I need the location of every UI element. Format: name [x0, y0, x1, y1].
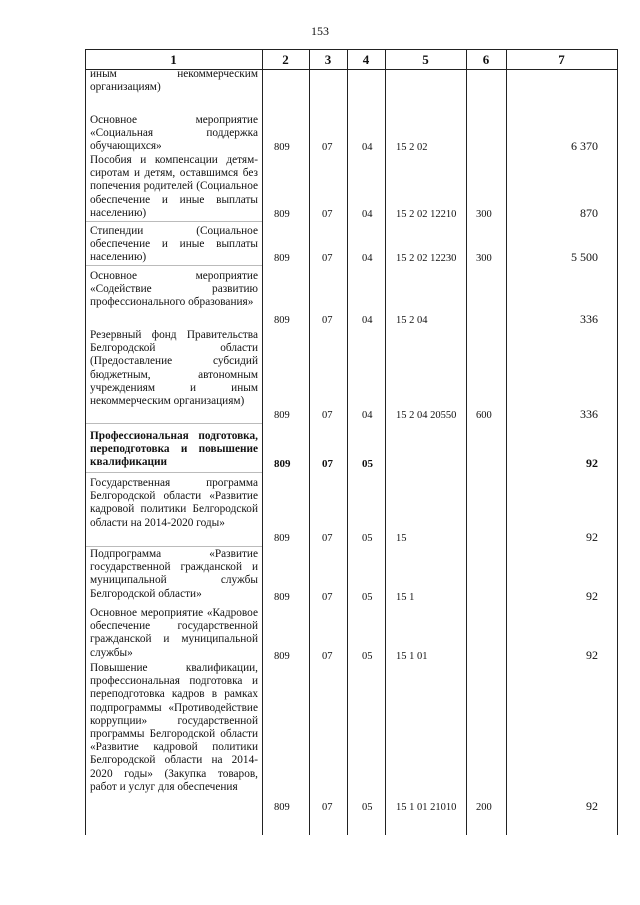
cell-col-3: 07 — [322, 802, 333, 813]
row-separator — [86, 546, 262, 547]
cell-col-7: 92 — [586, 799, 598, 813]
cell-col-7: 5 500 — [571, 250, 598, 264]
row-description: Пособия и компенсации детям-сиротам и детям, оставшимся без попечения родителей (Социальное обеспечение и иные выплаты населению) — [90, 154, 258, 219]
column-divider-2 — [309, 49, 310, 835]
header-col-5: 5 — [422, 52, 429, 67]
cell-col-5: 15 2 04 20550 — [396, 410, 457, 421]
table-border-left — [85, 49, 86, 835]
cell-col-3: 07 — [322, 142, 333, 153]
table-border-right — [617, 49, 618, 835]
cell-col-4: 05 — [362, 458, 373, 470]
cell-col-7: 92 — [586, 648, 598, 662]
row-separator — [86, 221, 262, 222]
cell-col-4: 04 — [362, 209, 373, 220]
column-divider-1 — [262, 49, 263, 835]
row-description: Подпрограмма «Развитие государственной гражданской и муниципальной службы Белгородской области» — [90, 548, 258, 600]
cell-col-4: 05 — [362, 651, 373, 662]
cell-col-6: 200 — [476, 802, 492, 813]
cell-col-2: 809 — [274, 533, 290, 544]
column-divider-5 — [466, 49, 467, 835]
column-divider-6 — [506, 49, 507, 835]
cell-col-7: 92 — [586, 456, 598, 470]
cell-col-3: 07 — [322, 315, 333, 326]
cell-col-4: 04 — [362, 315, 373, 326]
cell-col-5: 15 2 04 — [396, 315, 428, 326]
cell-col-7: 6 370 — [571, 139, 598, 153]
cell-col-7: 336 — [580, 407, 598, 421]
cell-col-5: 15 1 — [396, 592, 415, 603]
cell-col-2: 809 — [274, 142, 290, 153]
header-col-7: 7 — [558, 52, 565, 67]
cell-col-4: 05 — [362, 533, 373, 544]
cell-col-3: 07 — [322, 533, 333, 544]
row-description: Основное мероприятие «Кадровое обеспечение государственной гражданской и муниципальной службы» — [90, 607, 258, 659]
cell-col-4: 04 — [362, 142, 373, 153]
row-description: Основное мероприятие «Содействие развитию профессионального образования» — [90, 270, 258, 309]
cell-col-3: 07 — [322, 410, 333, 421]
cell-col-4: 04 — [362, 410, 373, 421]
cell-col-5: 15 — [396, 533, 407, 544]
section-heading: Профессиональная подготовка, переподготовка и повышение квалификации — [90, 430, 258, 469]
cell-col-2: 809 — [274, 209, 290, 220]
cell-col-2: 809 — [274, 802, 290, 813]
cell-col-2: 809 — [274, 592, 290, 603]
row-description: Основное мероприятие «Социальная поддержка обучающихся» — [90, 114, 258, 153]
header-col-1: 1 — [170, 52, 177, 67]
budget-table — [85, 49, 618, 835]
column-divider-4 — [385, 49, 386, 835]
cell-col-3: 07 — [322, 458, 333, 470]
cell-col-4: 05 — [362, 592, 373, 603]
cell-col-6: 600 — [476, 410, 492, 421]
page-number: 153 — [311, 24, 329, 38]
header-col-2: 2 — [282, 52, 289, 67]
cell-col-2: 809 — [274, 253, 290, 264]
cell-col-3: 07 — [322, 209, 333, 220]
row-description: Стипендии (Социальное обеспечение и иные выплаты населению) — [90, 225, 258, 264]
header-col-3: 3 — [324, 52, 332, 67]
cell-col-5: 15 2 02 12230 — [396, 253, 457, 264]
row-description: Резервный фонд Правительства Белгородской области (Предоставление субсидий бюджетным, автономным учреждениям и иным некоммерческим организациям) — [90, 329, 258, 408]
row-separator — [86, 423, 262, 424]
column-divider-3 — [347, 49, 348, 835]
cell-col-2: 809 — [274, 315, 290, 326]
cell-col-7: 336 — [580, 312, 598, 326]
cell-col-4: 04 — [362, 253, 373, 264]
cell-col-5: 15 1 01 21010 — [396, 802, 457, 813]
cell-col-3: 07 — [322, 592, 333, 603]
row-separator — [86, 472, 262, 473]
cell-col-7: 92 — [586, 589, 598, 603]
row-description: иным некоммерческим организациям) — [90, 68, 258, 94]
cell-col-2: 809 — [274, 458, 291, 470]
cell-col-5: 15 2 02 — [396, 142, 428, 153]
row-description: Государственная программа Белгородской области «Развитие кадровой политики Белгородской области на 2014-2020 годы» — [90, 477, 258, 529]
cell-col-3: 07 — [322, 253, 333, 264]
cell-col-4: 05 — [362, 802, 373, 813]
row-description: Повышение квалификации, профессиональная подготовка и переподготовка кадров в рамках подпрограммы «Противодействие коррупции» государственной программы Белгородской области «Развитие кадровой политики Белгородской области на 2014-2020 годы» (Закупка товаров, работ и услуг для обеспечения — [90, 662, 258, 793]
cell-col-6: 300 — [476, 253, 492, 264]
row-separator — [86, 265, 262, 266]
header-col-4: 4 — [362, 52, 370, 67]
cell-col-2: 809 — [274, 651, 290, 662]
cell-col-2: 809 — [274, 410, 290, 421]
cell-col-5: 15 1 01 — [396, 651, 428, 662]
header-col-6: 6 — [482, 52, 490, 67]
cell-col-7: 870 — [580, 206, 598, 220]
cell-col-3: 07 — [322, 651, 333, 662]
cell-col-6: 300 — [476, 209, 492, 220]
cell-col-7: 92 — [586, 530, 598, 544]
cell-col-5: 15 2 02 12210 — [396, 209, 457, 220]
